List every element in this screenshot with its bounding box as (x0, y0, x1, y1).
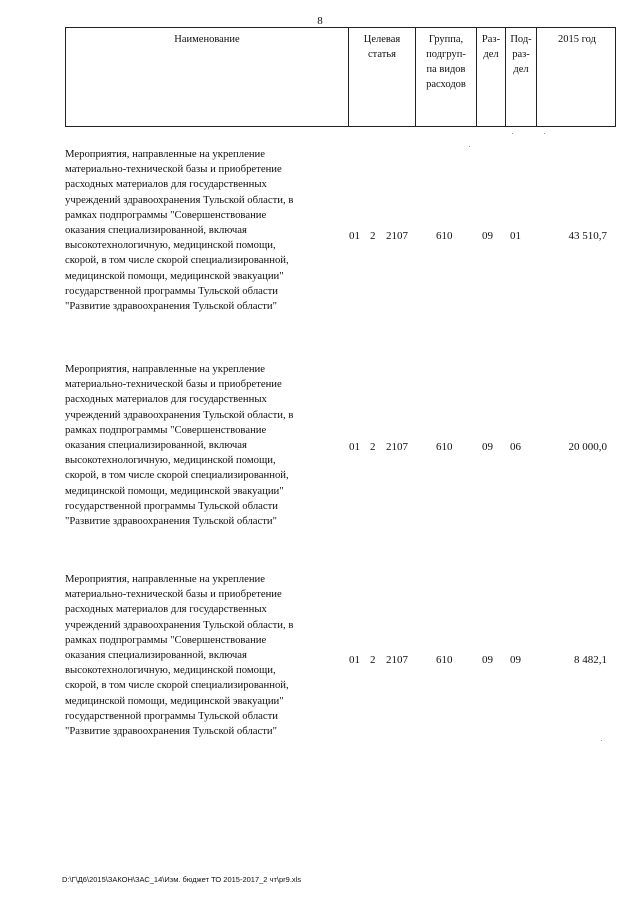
section-code: 09 (482, 441, 493, 453)
row-text-line: материально-технической базы и приобретение (65, 588, 282, 601)
scan-speck (601, 740, 602, 741)
row-text-line: оказания специализированной, включая (65, 649, 247, 662)
row-text-line: оказания специализированной, включая (65, 439, 247, 452)
target-code-program: 01 (349, 230, 360, 242)
row-text-line: расходных материалов для государственных (65, 393, 267, 406)
row-text-line: Мероприятия, направленные на укрепление (65, 573, 266, 585)
header-section (477, 32, 505, 62)
header-group-line: па видов (426, 64, 466, 75)
header-name-label: Наименование (174, 34, 240, 45)
amount-2015: 43 510,7 (568, 230, 607, 242)
row-text-line: "Развитие здравоохранения Тульской области" (65, 515, 278, 528)
row-text-line: учреждений здравоохранения Тульской области, в (65, 408, 294, 421)
row-text-line: государственной программы Тульской области (65, 709, 279, 722)
header-section-line: Раз- (481, 34, 501, 45)
target-code-subprogram: 2 (370, 230, 376, 242)
header-subsection-line: раз- (512, 49, 530, 60)
header-subsection-line: Под- (510, 34, 532, 45)
row-text-line: рамках подпрограммы "Совершенствование (65, 423, 267, 436)
page-number: 8 (317, 15, 323, 27)
expense-group-code: 610 (436, 654, 453, 666)
target-code-subprogram: 2 (370, 654, 376, 666)
header-target-article (349, 32, 415, 62)
scan-speck (544, 133, 545, 134)
row-text-line: медицинской помощи, медицинской эвакуации" (65, 694, 284, 707)
row-text-line: медицинской помощи, медицинской эвакуации" (65, 269, 284, 282)
scan-speck (512, 133, 513, 134)
row-text-line: учреждений здравоохранения Тульской области, в (65, 618, 294, 631)
row-text-line: "Развитие здравоохранения Тульской области" (65, 300, 278, 313)
row-text-line: расходных материалов для государственных (65, 603, 267, 616)
table-row-name (65, 572, 350, 739)
row-text-line: расходных материалов для государственных (65, 178, 267, 191)
table-header (65, 27, 616, 127)
header-target-line: Целевая (363, 34, 401, 45)
subsection-code: 09 (510, 654, 521, 666)
header-year-label: 2015 год (558, 34, 596, 45)
table-row-name (65, 362, 350, 529)
expense-group-code: 610 (436, 441, 453, 453)
target-code-program: 01 (349, 654, 360, 666)
row-text-line: скорой, в том числе скорой специализированной, (65, 679, 289, 692)
header-group-line: расходов (426, 79, 466, 90)
row-text-line: медицинской помощи, медицинской эвакуации" (65, 484, 284, 497)
amount-2015: 8 482,1 (574, 654, 607, 666)
row-text-line: учреждений здравоохранения Тульской области, в (65, 193, 294, 206)
row-text-line: государственной программы Тульской области (65, 284, 279, 297)
header-year (537, 32, 617, 47)
target-code-direction: 2107 (386, 230, 408, 242)
target-code-direction: 2107 (386, 441, 408, 453)
header-target-line: статья (368, 49, 396, 60)
scan-speck (469, 146, 470, 147)
row-text-line: рамках подпрограммы "Совершенствование (65, 633, 267, 646)
amount-2015: 20 000,0 (568, 441, 607, 453)
header-subsection (506, 32, 536, 77)
row-text-line: материально-технической базы и приобретение (65, 163, 282, 176)
target-code-program: 01 (349, 441, 360, 453)
header-section-line: дел (483, 49, 499, 60)
table-row-name (65, 147, 350, 314)
expense-group-code: 610 (436, 230, 453, 242)
section-code: 09 (482, 230, 493, 242)
subsection-code: 01 (510, 230, 521, 242)
row-text-line: рамках подпрограммы "Совершенствование (65, 208, 267, 221)
row-text-line: высокотехнологичную, медицинской помощи, (65, 454, 276, 467)
row-text-line: скорой, в том числе скорой специализированной, (65, 469, 289, 482)
header-group-line: Группа, (428, 34, 464, 45)
target-code-direction: 2107 (386, 654, 408, 666)
row-text-line: "Развитие здравоохранения Тульской области" (65, 725, 278, 738)
file-path-footer: D:\Г\Д6\2015\ЗАКОН\ЗАС_14\Изм. бюджет ТО 2015-2017_2 чт\pr9.xls (62, 875, 302, 884)
row-text-line: Мероприятия, направленные на укрепление (65, 148, 266, 160)
section-code: 09 (482, 654, 493, 666)
header-group-line: подгруп- (426, 49, 466, 60)
subsection-code: 06 (510, 441, 521, 453)
row-text-line: оказания специализированной, включая (65, 224, 247, 237)
target-code-subprogram: 2 (370, 441, 376, 453)
header-name (66, 32, 348, 47)
row-text-line: высокотехнологичную, медицинской помощи, (65, 239, 276, 252)
row-text-line: скорой, в том числе скорой специализированной, (65, 254, 289, 267)
header-subsection-line: дел (513, 64, 529, 75)
row-text-line: высокотехнологичную, медицинской помощи, (65, 664, 276, 677)
row-text-line: государственной программы Тульской области (65, 499, 279, 512)
header-expense-group (416, 32, 476, 92)
row-text-line: Мероприятия, направленные на укрепление (65, 363, 266, 375)
row-text-line: материально-технической базы и приобретение (65, 378, 282, 391)
